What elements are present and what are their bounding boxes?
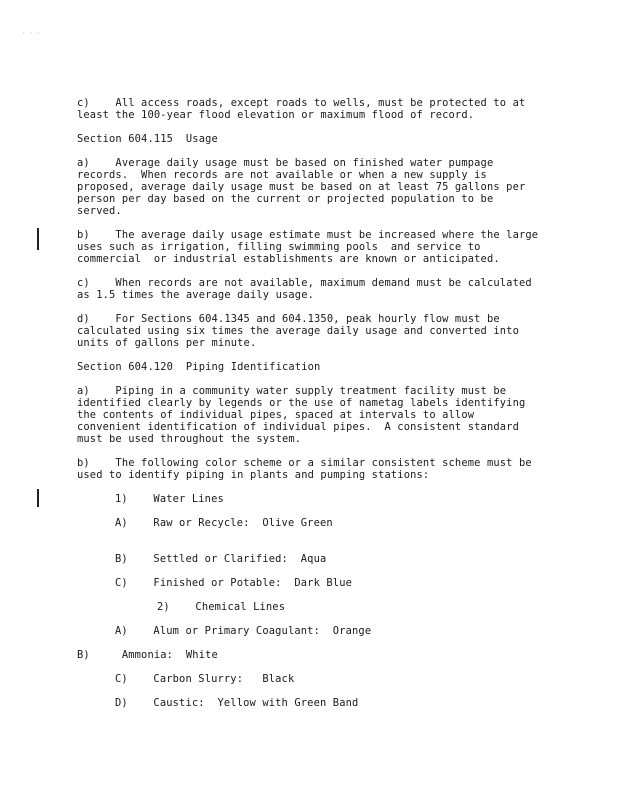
section-heading: Section 604.120 Piping Identification	[77, 361, 321, 373]
paragraph-line: calculated using six times the average daily usage and converted into	[77, 325, 519, 337]
paragraph-line: used to identify piping in plants and pumping stations:	[77, 469, 430, 481]
paragraph-line: uses such as irrigation, filling swimming pools and service to	[77, 241, 481, 253]
paragraph-line: units of gallons per minute.	[77, 337, 257, 349]
paragraph-line: the contents of individual pipes, spaced at intervals to allow	[77, 409, 475, 421]
paragraph-line: a) Average daily usage must be based on finished water pumpage	[77, 157, 494, 169]
paragraph-line: least the 100-year flood elevation or maximum flood of record.	[77, 109, 475, 121]
paragraph-line: served.	[77, 205, 122, 217]
paragraph-line: d) For Sections 604.1345 and 604.1350, peak hourly flow must be	[77, 313, 500, 325]
paragraph-line: must be used throughout the system.	[77, 433, 302, 445]
list-item-ammonia: B) Ammonia: White	[77, 649, 218, 661]
list-item-settled: B) Settled or Clarified: Aqua	[115, 553, 327, 565]
paragraph-line: convenient identification of individual pipes. A consistent standard	[77, 421, 519, 433]
paragraph-line: identified clearly by legends or the use of nametag labels identifying	[77, 397, 526, 409]
paragraph-line: commercial or industrial establishments are known or anticipated.	[77, 253, 500, 265]
paragraph-line: as 1.5 times the average daily usage.	[77, 289, 315, 301]
paragraph-line: b) The average daily usage estimate must be increased where the large	[77, 229, 539, 241]
list-item-chemical-lines: 2) Chemical Lines	[157, 601, 286, 613]
paragraph-line: person per day based on the current or projected population to be	[77, 193, 494, 205]
section-heading: Section 604.115 Usage	[77, 133, 218, 145]
list-item-raw: A) Raw or Recycle: Olive Green	[115, 517, 333, 529]
revision-bar	[37, 489, 39, 507]
paragraph-line: c) When records are not available, maximum demand must be calculated	[77, 277, 532, 289]
paragraph-line: a) Piping in a community water supply treatment facility must be	[77, 385, 507, 397]
list-item-carbon: C) Carbon Slurry: Black	[115, 673, 295, 685]
revision-bar	[37, 228, 39, 250]
list-item-caustic: D) Caustic: Yellow with Green Band	[115, 697, 359, 709]
scan-speck-mark: · · ·	[22, 30, 41, 37]
paragraph-line: b) The following color scheme or a similar consistent scheme must be	[77, 457, 532, 469]
list-item-finished: C) Finished or Potable: Dark Blue	[115, 577, 353, 589]
paragraph-line: proposed, average daily usage must be based on at least 75 gallons per	[77, 181, 526, 193]
paragraph-line: records. When records are not available or when a new supply is	[77, 169, 487, 181]
list-item-water-lines: 1) Water Lines	[115, 493, 224, 505]
paragraph-line: c) All access roads, except roads to wells, must be protected to at	[77, 97, 526, 109]
list-item-alum: A) Alum or Primary Coagulant: Orange	[115, 625, 372, 637]
